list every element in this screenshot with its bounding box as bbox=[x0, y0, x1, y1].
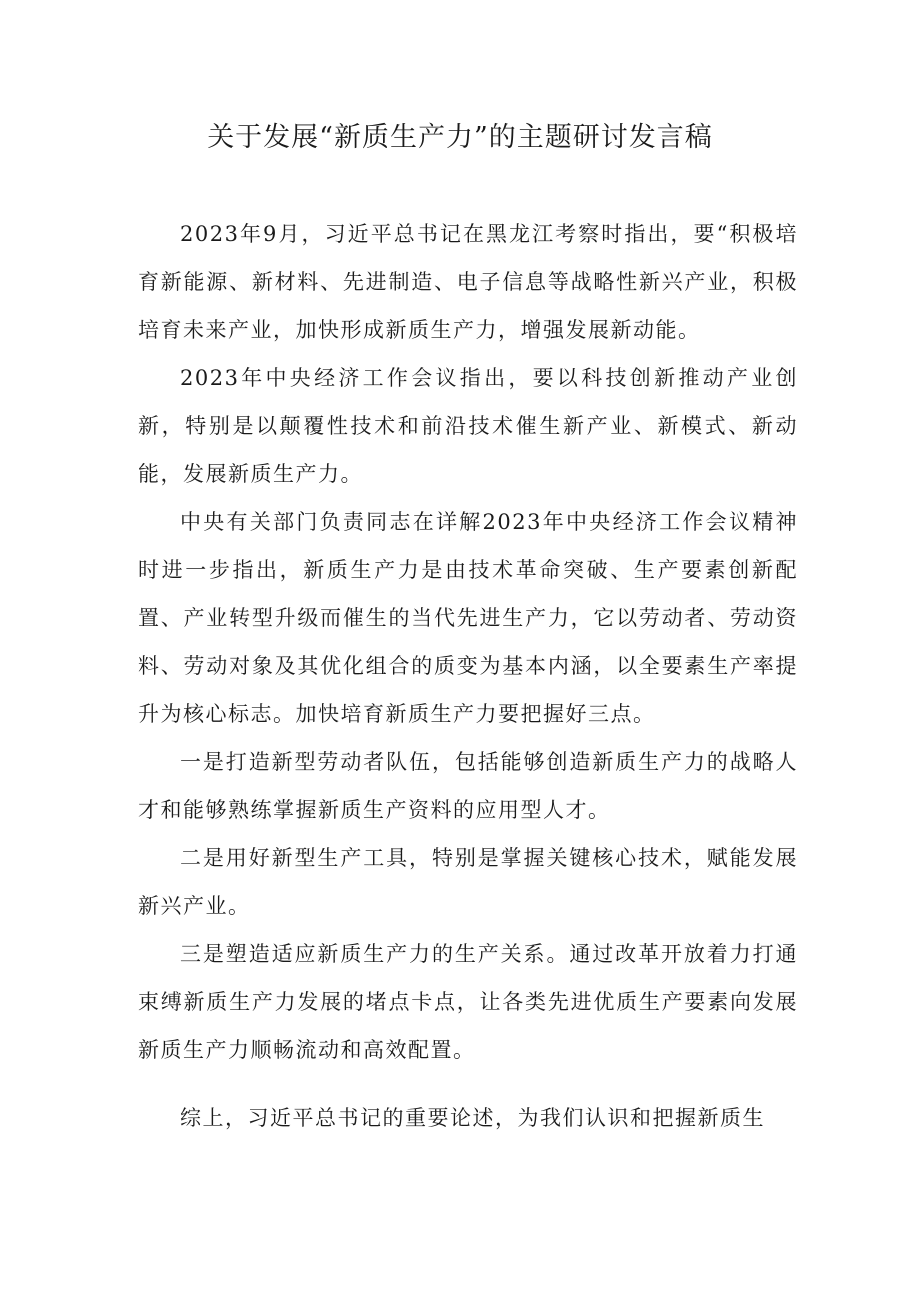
paragraph-1: 2023年9月，习近平总书记在黑龙江考察时指出，要“积极培育新能源、新材料、先进制造、电子信息等战略性新兴产业，积极培育未来产业，加快形成新质生产力，增强发展新动能。 bbox=[138, 222, 798, 342]
document-title: 关于发展“新质生产力”的主题研讨发言稿 bbox=[207, 122, 713, 153]
paragraph-5: 二是用好新型生产工具，特别是掌握关键核心技术，赋能发展新兴产业。 bbox=[138, 846, 798, 918]
paragraph-2: 2023年中央经济工作会议指出，要以科技创新推动产业创新，特别是以颠覆性技术和前沿技术催生新产业、新模式、新动能，发展新质生产力。 bbox=[138, 366, 798, 486]
document-body bbox=[138, 210, 798, 1142]
paragraph-6: 三是塑造适应新质生产力的生产关系。通过改革开放着力打通束缚新质生产力发展的堵点卡点，让各类先进优质生产要素向发展新质生产力顺畅流动和高效配置。 bbox=[138, 942, 798, 1062]
paragraph-4: 一是打造新型劳动者队伍，包括能够创造新质生产力的战略人才和能够熟练掌握新质生产资料的应用型人才。 bbox=[138, 750, 798, 822]
paragraph-3: 中央有关部门负责同志在详解2023年中央经济工作会议精神时进一步指出，新质生产力是由技术革命突破、生产要素创新配置、产业转型升级而催生的当代先进生产力，它以劳动者、劳动资料、劳动对象及其优化组合的质变为基本内涵，以全要素生产率提升为核心标志。加快培育新质生产力要把握好三点。 bbox=[138, 510, 798, 726]
paragraph-7: 综上，习近平总书记的重要论述，为我们认识和把握新质生 bbox=[180, 1106, 765, 1130]
